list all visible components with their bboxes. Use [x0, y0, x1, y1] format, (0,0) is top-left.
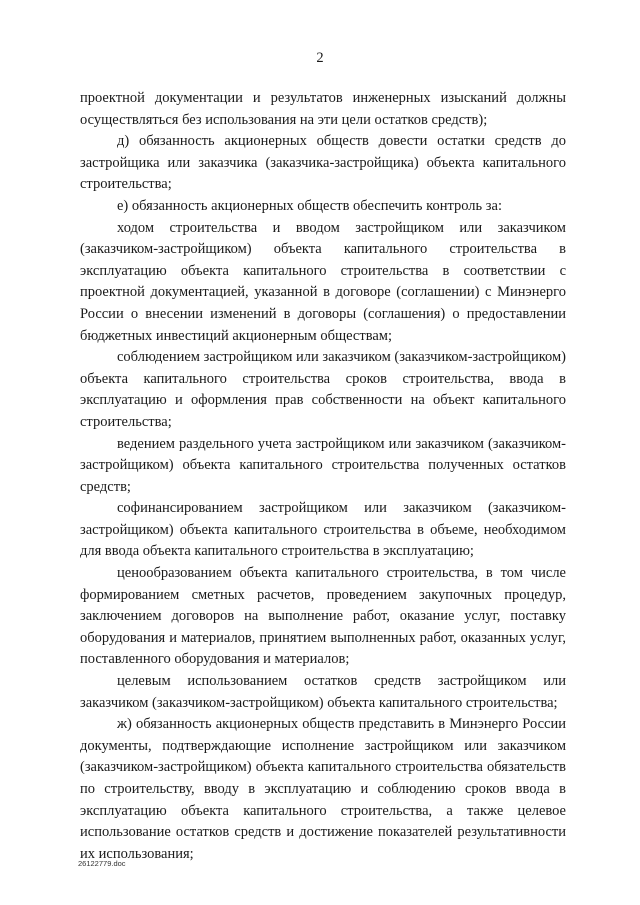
paragraph-control-cofinancing: софинансированием застройщиком или заказчиком (заказчиком-застройщиком) объекта капитального строительства в объеме, необходимом для ввода объекта капитального строительства в эксплуатацию; — [80, 500, 566, 560]
paragraph-control-target-use: целевым использованием остатков средств застройщиком или заказчиком (заказчиком-застройщиком) объекта капитального строительства; — [80, 673, 566, 711]
paragraph-control-accounting: ведением раздельного учета застройщиком или заказчиком (заказчиком-застройщиком) объекта капитального строительства полученных остатков средств; — [80, 435, 566, 495]
paragraph-continuation: проектной документации и результатов инженерных изысканий должны осуществляться без использования на эти цели остатков средств); — [80, 90, 566, 128]
paragraph-control-deadlines: соблюдением застройщиком или заказчиком (заказчиком-застройщиком) объекта капитального строительства сроков строительства, ввода в эксплуатацию и оформления прав собственности на объект капитального строительства; — [80, 349, 566, 430]
paragraph-control-pricing: ценообразованием объекта капитального строительства, в том числе формированием сметных расчетов, проведением закупочных процедур, заключением договоров на выполнение работ, оказание услуг, поставку оборудования и материалов, принятием выполненных работ, оказанных услуг, поставленного оборудования и материалов; — [80, 565, 566, 668]
paragraph-item-e: е) обязанность акционерных обществ обеспечить контроль за: — [117, 197, 502, 214]
document-body — [80, 88, 566, 865]
paragraph-control-construction: ходом строительства и вводом застройщиком или заказчиком (заказчиком-застройщиком) объекта капитального строительства в эксплуатацию объекта капитального строительства в соответствии с проектной документацией, указанной в договоре (соглашении) с Минэнерго России о внесении изменений в договоры (соглашения) о предоставлении бюджетных инвестиций акционерным обществам; — [80, 219, 566, 344]
paragraph-item-zh: ж) обязанность акционерных обществ представить в Минэнерго России документы, подтверждающие исполнение застройщиком или заказчиком (заказчиком-застройщиком) объекта капитального строительства обязательств по строительству, вводу в эксплуатацию и соблюдению сроков ввода в эксплуатацию объекта капитального строительства, а также целевое использование остатков средств и достижение показателей результативности их использования; — [80, 716, 566, 862]
paragraph-item-d: д) обязанность акционерных обществ довести остатки средств до застройщика или заказчика (заказчика-застройщика) объекта капитального строительства; — [80, 133, 566, 193]
footer-file-code: 26122779.doc — [78, 859, 126, 868]
page-number: 2 — [316, 50, 324, 66]
